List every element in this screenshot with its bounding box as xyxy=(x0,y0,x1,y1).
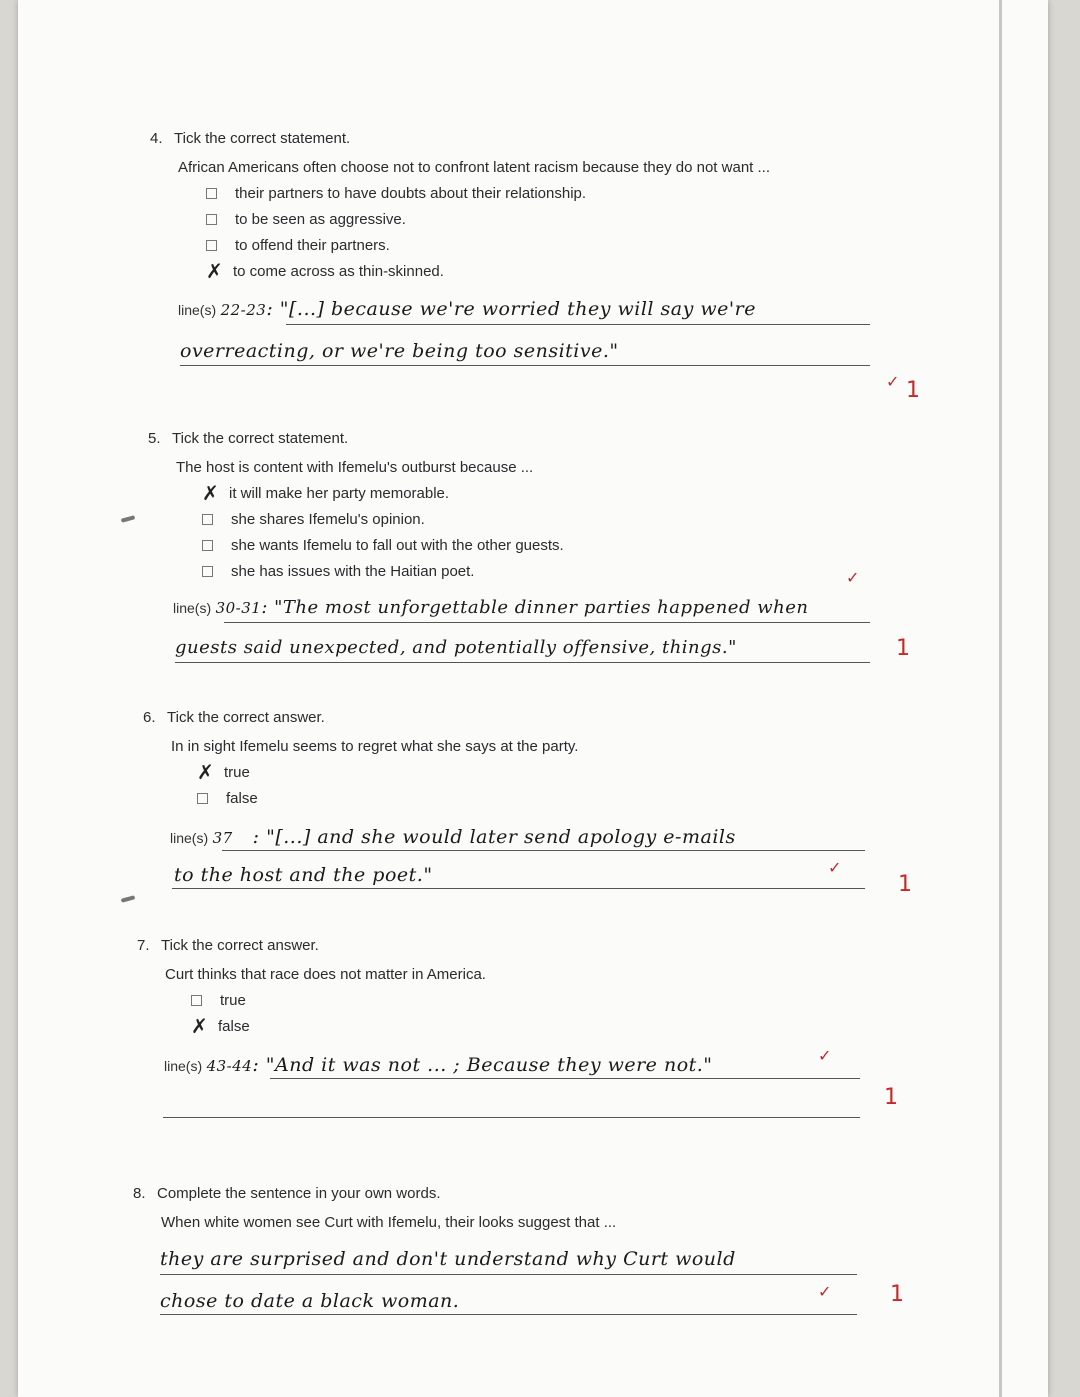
line-label: line(s) xyxy=(164,1058,203,1074)
question-stem: Curt thinks that race does not matter in America. xyxy=(165,966,486,983)
option-text: to be seen as aggressive. xyxy=(235,210,406,228)
line-label: line(s) xyxy=(173,600,212,616)
answer-rule xyxy=(180,365,870,366)
grading-tick-icon: ✓ xyxy=(886,372,900,391)
grading-point: 1 xyxy=(884,1085,898,1110)
question-4 xyxy=(150,130,770,284)
question-stem: When white women see Curt with Ifemelu, their looks suggest that ... xyxy=(161,1214,617,1231)
option-row[interactable] xyxy=(197,785,578,811)
handwritten-answer: guests said unexpected, and potentially offensive, things." xyxy=(175,637,737,658)
question-instruction: Complete the sentence in your own words. xyxy=(157,1185,441,1202)
binder-edge xyxy=(999,0,1002,1397)
cross-mark-icon[interactable]: ✗ xyxy=(206,259,223,283)
grading-point: 1 xyxy=(906,378,920,403)
option-text: their partners to have doubts about their relationship. xyxy=(235,184,587,202)
option-row[interactable] xyxy=(206,258,770,284)
question-stem: In in sight Ifemelu seems to regret what she says at the party. xyxy=(171,738,579,755)
checkbox-empty[interactable] xyxy=(206,188,217,199)
checkbox-empty[interactable] xyxy=(202,514,213,525)
option-row[interactable] xyxy=(197,759,578,785)
line-number-handwritten: 43-44 xyxy=(206,1057,253,1075)
checkbox-empty[interactable] xyxy=(191,995,202,1006)
grading-point: 1 xyxy=(898,872,912,897)
answer-rule xyxy=(172,888,865,889)
handwritten-answer: they are surprised and don't understand why Curt would xyxy=(160,1248,736,1270)
grading-tick-icon: ✓ xyxy=(818,1282,832,1301)
line-reference xyxy=(178,298,756,320)
option-text: false xyxy=(218,1017,250,1035)
handwritten-answer: : "[...] and she would later send apology e-mails xyxy=(252,826,736,848)
handwritten-answer: chose to date a black woman. xyxy=(160,1290,460,1312)
line-reference xyxy=(164,1054,713,1076)
checkbox-empty[interactable] xyxy=(206,240,217,251)
option-row[interactable] xyxy=(206,232,770,258)
question-number: 7. xyxy=(137,937,150,954)
punch-hole-mark xyxy=(121,893,137,905)
question-5 xyxy=(148,430,564,584)
handwritten-answer: : "[...] because we're worried they will say we're xyxy=(266,298,756,320)
option-text: true xyxy=(220,991,246,1009)
question-instruction: Tick the correct statement. xyxy=(172,430,349,447)
grading-tick-icon: ✓ xyxy=(846,568,860,587)
answer-rule xyxy=(222,850,865,851)
option-text: she shares Ifemelu's opinion. xyxy=(231,510,425,528)
handwritten-answer: to the host and the poet." xyxy=(174,864,433,886)
line-reference xyxy=(170,826,736,848)
option-text: she has issues with the Haitian poet. xyxy=(231,562,475,580)
option-row[interactable] xyxy=(202,480,564,506)
question-instruction: Tick the correct statement. xyxy=(174,130,351,147)
question-stem: The host is content with Ifemelu's outburst because ... xyxy=(176,459,534,476)
question-instruction: Tick the correct answer. xyxy=(161,937,319,954)
answer-rule xyxy=(163,1117,860,1118)
line-reference xyxy=(173,597,808,618)
grading-point: 1 xyxy=(896,636,910,661)
option-row[interactable] xyxy=(202,558,564,584)
checkbox-empty[interactable] xyxy=(206,214,217,225)
question-stem: African Americans often choose not to confront latent racism because they do not want ... xyxy=(178,159,770,176)
option-text: it will make her party memorable. xyxy=(229,484,450,502)
question-number: 4. xyxy=(150,130,163,147)
checkbox-empty[interactable] xyxy=(202,540,213,551)
question-number: 5. xyxy=(148,430,161,447)
option-row[interactable] xyxy=(202,532,564,558)
grading-tick-icon: ✓ xyxy=(818,1046,832,1065)
line-number-handwritten: 37 xyxy=(212,829,233,847)
answer-rule xyxy=(270,1078,860,1079)
line-number-handwritten: 22-23 xyxy=(220,301,267,319)
option-text: to come across as thin-skinned. xyxy=(233,262,444,280)
option-text: she wants Ifemelu to fall out with the other guests. xyxy=(231,536,564,554)
option-text: false xyxy=(226,789,258,807)
option-text: true xyxy=(224,763,250,781)
option-row[interactable] xyxy=(206,206,770,232)
answer-rule xyxy=(160,1274,857,1275)
punch-hole-mark xyxy=(121,513,137,525)
question-number: 6. xyxy=(143,709,156,726)
option-row[interactable] xyxy=(191,1013,486,1039)
question-7 xyxy=(137,937,486,1039)
line-number-handwritten: 30-31 xyxy=(215,599,262,617)
question-6 xyxy=(143,709,578,811)
question-8 xyxy=(133,1185,616,1231)
handwritten-answer: overreacting, or we're being too sensitive." xyxy=(180,340,619,362)
line-label: line(s) xyxy=(178,302,217,318)
checkbox-empty[interactable] xyxy=(197,793,208,804)
cross-mark-icon[interactable]: ✗ xyxy=(197,760,214,784)
cross-mark-icon[interactable]: ✗ xyxy=(202,481,219,505)
line-label: line(s) xyxy=(170,830,209,846)
cross-mark-icon[interactable]: ✗ xyxy=(191,1014,208,1038)
option-text: to offend their partners. xyxy=(235,236,390,254)
option-row[interactable] xyxy=(191,987,486,1013)
checkbox-empty[interactable] xyxy=(202,566,213,577)
worksheet-page xyxy=(18,0,1048,1397)
grading-point: 1 xyxy=(890,1282,904,1307)
option-row[interactable] xyxy=(206,180,770,206)
option-row[interactable] xyxy=(202,506,564,532)
answer-rule xyxy=(224,622,870,623)
answer-rule xyxy=(286,324,870,325)
question-instruction: Tick the correct answer. xyxy=(167,709,325,726)
grading-tick-icon: ✓ xyxy=(828,858,842,877)
answer-rule xyxy=(160,1314,857,1315)
handwritten-answer: : "The most unforgettable dinner parties happened when xyxy=(261,597,809,618)
question-number: 8. xyxy=(133,1185,146,1202)
answer-rule xyxy=(175,662,870,663)
handwritten-answer: : "And it was not ... ; Because they were not." xyxy=(252,1054,713,1076)
